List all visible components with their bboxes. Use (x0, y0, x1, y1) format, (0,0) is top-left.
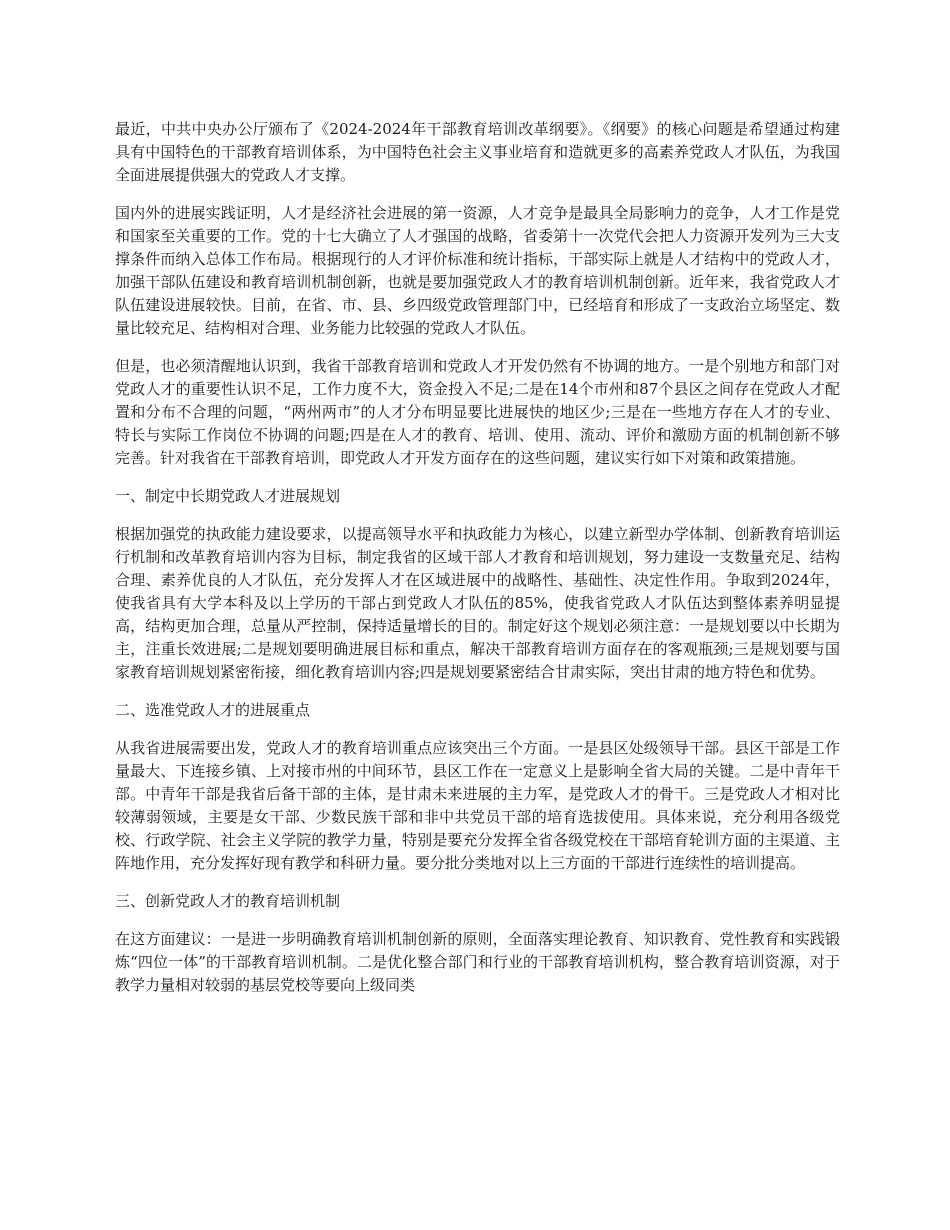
section-heading-1: 一、制定中长期党政人才进展规划 (115, 487, 341, 505)
paragraph-background: 国内外的进展实践证明，人才是经济社会进展的第一资源，人才竞争是最具全局影响力的竞争，人才工作是党和国家至关重要的工作。党的十七大确立了人才强国的战略，省委第十一次党代会把人力资源开发列为三大支撑条件而纳入总体工作布局。根据现行的人才评价标准和统计指标，干部实际上就是人才结构中的党政人才，加强干部队伍建设和教育培训机制创新，也就是要加强党政人才的教育培训机制创新。近年来，我省党政人才队伍建设进展较快。目前，在省、市、县、乡四级党政管理部门中，已经培育和形成了一支政治立场坚定、数量比较充足、结构相对合理、业务能力比较强的党政人才队伍。 (115, 204, 840, 337)
paragraph-problems: 但是，也必须清醒地认识到，我省干部教育培训和党政人才开发仍然有不协调的地方。一是个别地方和部门对党政人才的重要性认识不足，工作力度不大，资金投入不足;二是在14个市州和87个县区之间存在党政人才配置和分布不合理的问题，“两州两市”的人才分布明显要比进展快的地区少;三是在一些地方存在人才的专业、特长与实际工作岗位不协调的问题;四是在人才的教育、培训、使用、流动、评价和激励方面的机制创新不够完善。针对我省在干部教育培训，即党政人才开发方面存在的这些问题，建议实行如下对策和政策措施。 (115, 357, 840, 467)
paragraph-section-2: 从我省进展需要出发，党政人才的教育培训重点应该突出三个方面。一是县区处级领导干部。县区干部是工作量最大、下连接乡镇、上对接市州的中间环节，县区工作在一定意义上是影响全省大局的关键。二是中青年干部。中青年干部是我省后备干部的主体，是甘肃未来进展的主力军，是党政人才的骨干。三是党政人才相对比较薄弱领域，主要是女干部、少数民族干部和非中共党员干部的培育选拔使用。具体来说，充分利用各级党校、行政学院、社会主义学院的教学力量，特别是要充分发挥全省各级党校在干部培育轮训方面的主渠道、主阵地作用，充分发挥好现有教学和科研力量。要分批分类地对以上三方面的干部进行连续性的培训提高。 (115, 739, 840, 872)
section-heading-3: 三、创新党政人才的教育培训机制 (115, 892, 341, 910)
paragraph-section-3: 在这方面建议：一是进一步明确教育培训机制创新的原则，全面落实理论教育、知识教育、党性教育和实践锻炼“四位一体”的干部教育培训机制。二是优化整合部门和行业的干部教育培训机构，整合教育培训资源，对于教学力量相对较弱的基层党校等要向上级同类 (115, 930, 840, 994)
document-body (115, 118, 840, 1012)
paragraph-section-1: 根据加强党的执政能力建设要求，以提高领导水平和执政能力为核心，以建立新型办学体制、创新教育培训运行机制和改革教育培训内容为目标，制定我省的区域干部人才教育和培训规划，努力建设一支数量充足、结构合理、素养优良的人才队伍，充分发挥人才在区域进展中的战略性、基础性、决定性作用。争取到2024年，使我省具有大学本科及以上学历的干部占到党政人才队伍的85%，使我省党政人才队伍达到整体素养明显提高，结构更加合理，总量从严控制，保持适量增长的目的。制定好这个规划必须注意：一是规划要以中长期为主，注重长效进展;二是规划要明确进展目标和重点，解决干部教育培训方面存在的客观瓶颈;三是规划要与国家教育培训规划紧密衔接，细化教育培训内容;四是规划要紧密结合甘肃实际，突出甘肃的地方特色和优势。 (115, 525, 840, 681)
section-heading-2: 二、选准党政人才的进展重点 (115, 701, 311, 719)
paragraph-intro: 最近，中共中央办公厅颁布了《2024-2024年干部教育培训改革纲要》。《纲要》的核心问题是希望通过构建具有中国特色的干部教育培训体系，为中国特色社会主义事业培育和造就更多的高素养党政人才队伍，为我国全面进展提供强大的党政人才支撑。 (115, 120, 840, 184)
